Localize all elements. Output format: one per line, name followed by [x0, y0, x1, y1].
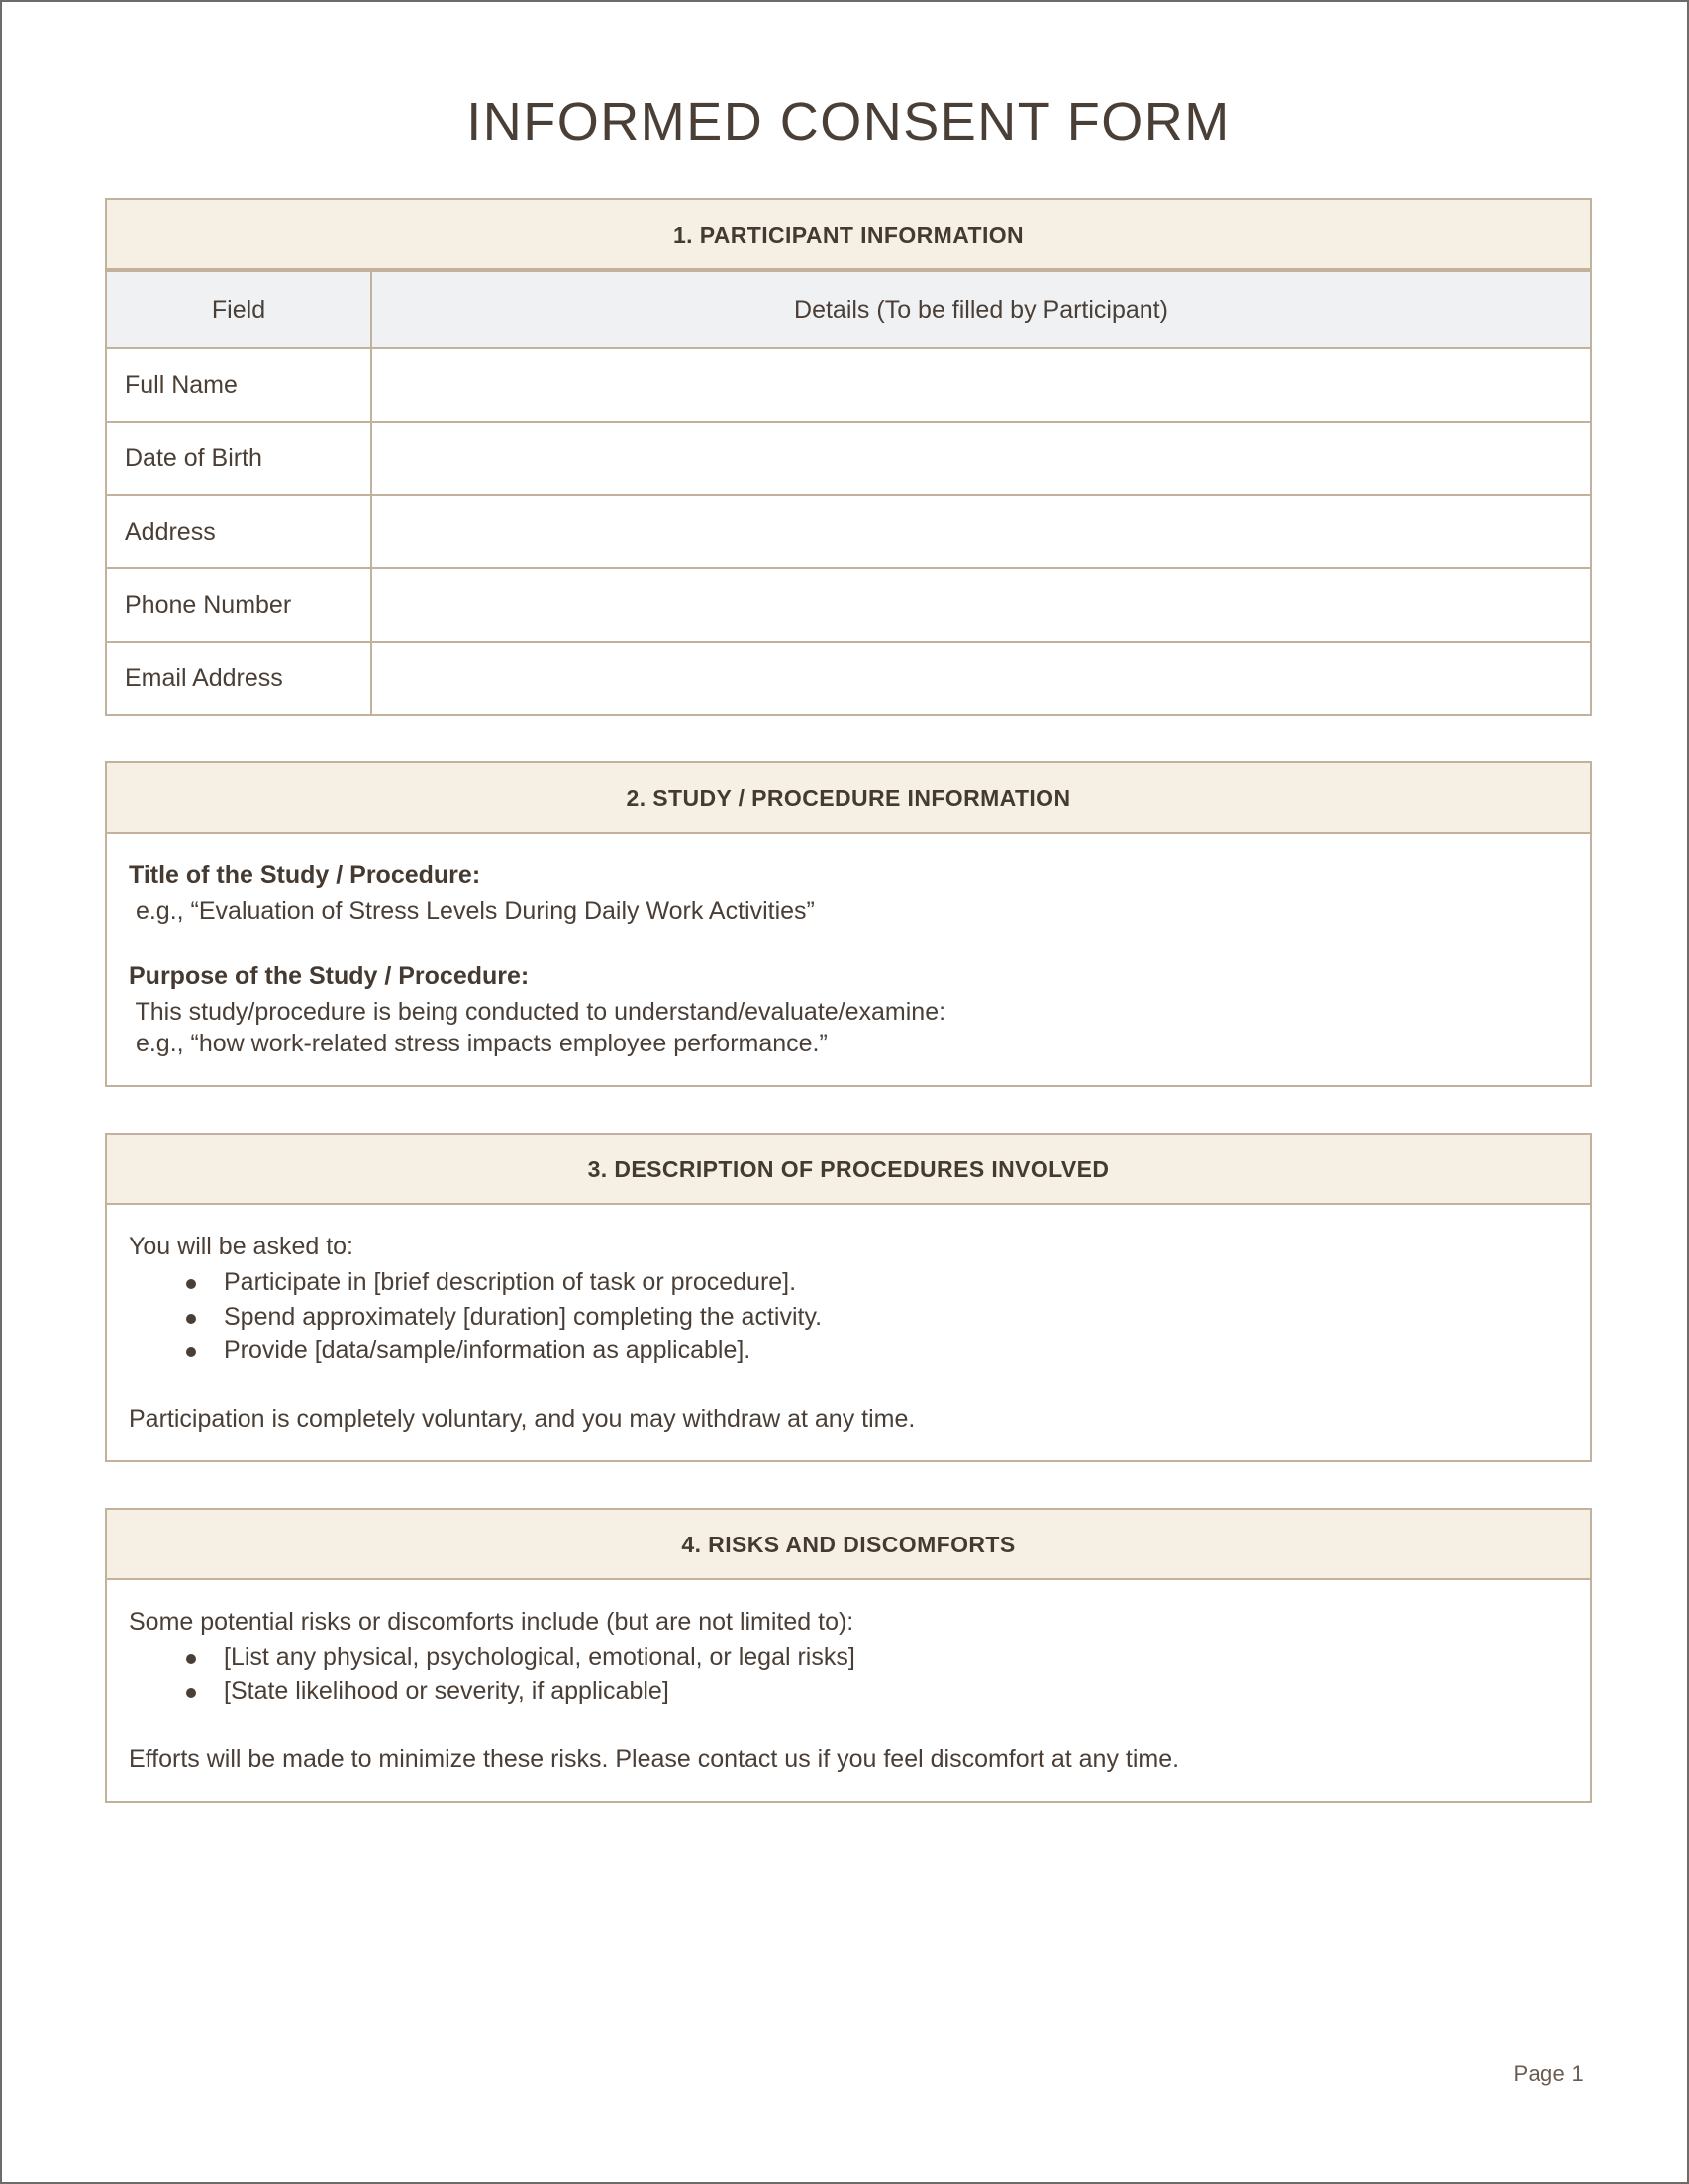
procedures-bullet-list	[129, 1266, 1568, 1367]
study-title-example: e.g., “Evaluation of Stress Levels During Daily Work Activities”	[129, 897, 815, 925]
table-header-row	[106, 271, 1591, 348]
section-3-header: 3. DESCRIPTION OF PROCEDURES INVOLVED	[107, 1135, 1590, 1205]
field-label-full-name: Full Name	[106, 348, 371, 422]
page-number-footer: Page 1	[1513, 2061, 1584, 2086]
field-label-address: Address	[106, 495, 371, 568]
list-item: Spend approximately [duration] completing the activity.	[129, 1301, 1568, 1334]
study-purpose-line-1: This study/procedure is being conducted to understand/evaluate/examine:	[129, 998, 946, 1026]
field-input-full-name[interactable]	[371, 348, 1591, 422]
column-header-field: Field	[106, 271, 371, 348]
section-2-header: 2. STUDY / PROCEDURE INFORMATION	[107, 763, 1590, 834]
risks-intro: Some potential risks or discomforts include (but are not limited to):	[129, 1607, 854, 1636]
section-1-header: 1. PARTICIPANT INFORMATION	[105, 198, 1592, 270]
field-input-phone-number[interactable]	[371, 568, 1591, 642]
table-row	[106, 568, 1591, 642]
field-label-phone-number: Phone Number	[106, 568, 371, 642]
field-input-address[interactable]	[371, 495, 1591, 568]
section-4-body	[107, 1580, 1590, 1801]
section-description-of-procedures	[105, 1133, 1592, 1462]
list-item: [State likelihood or severity, if applicable]	[129, 1675, 1568, 1708]
page-content	[105, 2, 1592, 1803]
field-label-date-of-birth: Date of Birth	[106, 422, 371, 495]
section-4-header: 4. RISKS AND DISCOMFORTS	[107, 1510, 1590, 1580]
section-participant-information	[105, 198, 1592, 716]
table-row	[106, 348, 1591, 422]
section-3-body	[107, 1205, 1590, 1460]
list-item: Participate in [brief description of task or procedure].	[129, 1266, 1568, 1299]
risks-bullet-list	[129, 1641, 1568, 1708]
column-header-details: Details (To be filled by Participant)	[371, 271, 1591, 348]
section-2-body	[107, 834, 1590, 1085]
procedures-intro: You will be asked to:	[129, 1233, 354, 1260]
section-study-information	[105, 761, 1592, 1087]
page-title: INFORMED CONSENT FORM	[466, 92, 1231, 151]
list-item: [List any physical, psychological, emotional, or legal risks]	[129, 1641, 1568, 1674]
table-row	[106, 422, 1591, 495]
table-row	[106, 495, 1591, 568]
section-risks-and-discomforts	[105, 1508, 1592, 1803]
list-item: Provide [data/sample/information as applicable].	[129, 1335, 1568, 1367]
risks-closing: Efforts will be made to minimize these risks. Please contact us if you feel discomfort at any time.	[129, 1744, 1180, 1773]
study-title-heading: Title of the Study / Procedure:	[129, 861, 481, 889]
table-row	[106, 642, 1591, 715]
field-label-email-address: Email Address	[106, 642, 371, 715]
study-purpose-line-2: e.g., “how work-related stress impacts employee performance.”	[129, 1030, 828, 1057]
field-input-email-address[interactable]	[371, 642, 1591, 715]
field-input-date-of-birth[interactable]	[371, 422, 1591, 495]
procedures-closing: Participation is completely voluntary, and you may withdraw at any time.	[129, 1404, 916, 1433]
study-purpose-heading: Purpose of the Study / Procedure:	[129, 962, 530, 990]
participant-information-table	[105, 270, 1592, 716]
